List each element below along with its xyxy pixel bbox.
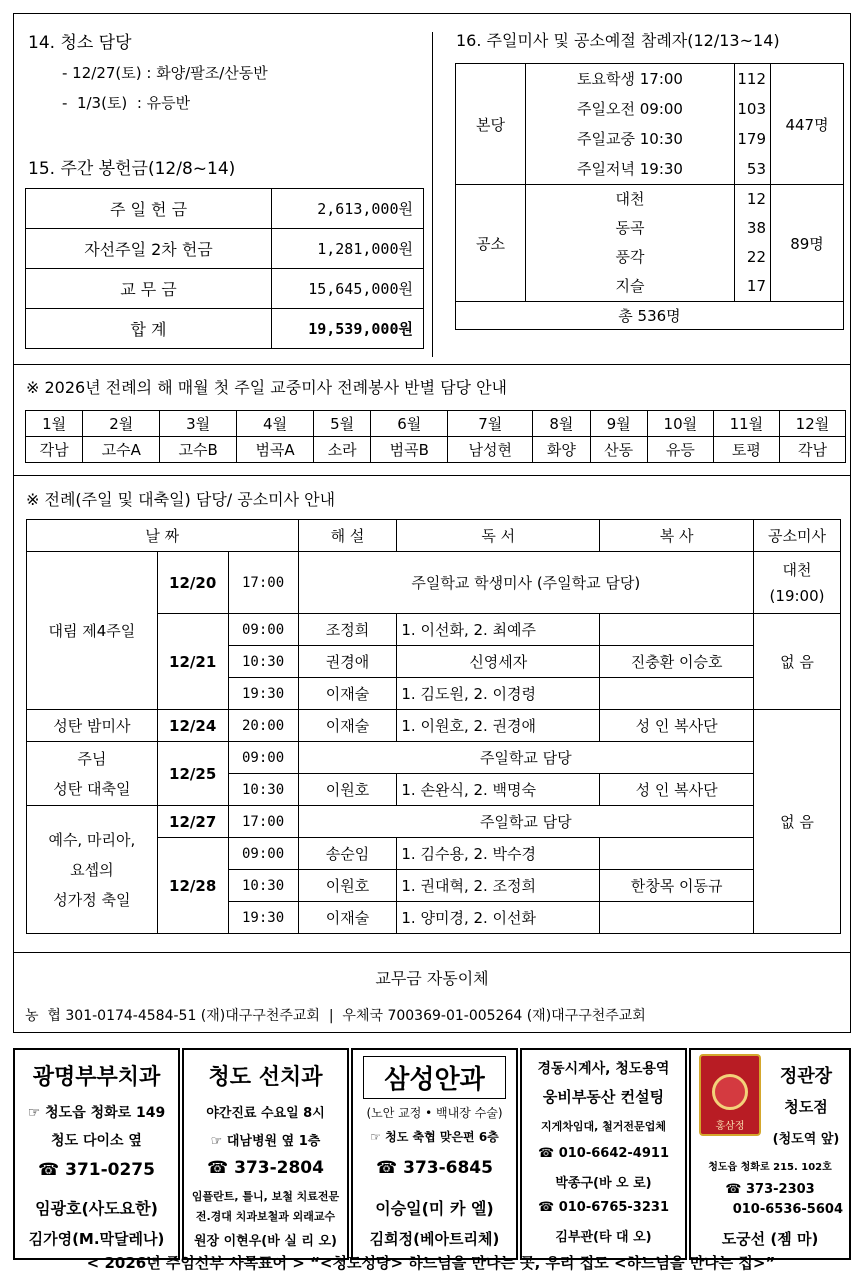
header-commentary: 해 설 (298, 520, 397, 552)
group-cell: 범곡B (371, 437, 448, 463)
date-cell: 12/20 (157, 552, 228, 614)
readers: 1. 이원호, 2. 권경애 (397, 710, 600, 742)
month-cell: 10월 (647, 411, 713, 437)
ad-title: 광명부부치과 (32, 1065, 161, 1090)
ad-services: (노안 교정 • 백내장 수술) (366, 1106, 503, 1120)
time-cell: 17:00 (228, 552, 298, 614)
table-row (27, 710, 841, 742)
span-cell: 주일학교 담당 (298, 806, 754, 838)
time-cell: 10:30 (228, 774, 298, 806)
group-cell: 고수A (83, 437, 160, 463)
commentator: 권경애 (298, 646, 397, 678)
group-cell: 산동 (590, 437, 647, 463)
ad-dental-seon (182, 1048, 349, 1260)
pastoral-motto: < 2026년 주임신부 사목표어 > “<청도성당> 하느님을 만나는 곳, 우리 집도 <하느님을 만나는 집>” (86, 1254, 776, 1272)
ad-location: 청도 다이소 옆 (51, 1133, 142, 1149)
table-row (27, 552, 841, 614)
cleaning-line: - 12/27(토) : 화양/팔조/산동반 (62, 64, 268, 82)
ad-person: 김가영(M.막달레나) (28, 1230, 165, 1248)
mission-name: 풍각 (615, 248, 645, 266)
group-cell: 화양 (533, 437, 590, 463)
altar-servers: 성 인 복사단 (600, 774, 754, 806)
date-cell: 12/27 (157, 806, 228, 838)
column-divider (432, 32, 433, 357)
time-cell: 19:30 (228, 902, 298, 934)
ad-credential: 전.경대 치과보철과 외래교수 (195, 1210, 336, 1223)
readers: 1. 손완식, 2. 백명숙 (397, 774, 600, 806)
auto-transfer-title: 교무금 자동이체 (375, 969, 489, 988)
month-cell: 6월 (371, 411, 448, 437)
offering-total-value: 19,539,000원 (272, 309, 424, 349)
altar-cell (600, 838, 754, 870)
feast-line: 성가정 축일 (53, 890, 131, 909)
ad-title: 경동시계사, 청도용역 (537, 1061, 670, 1077)
mission-total: 89명 (771, 185, 844, 302)
ad-location: ☞ 청도 축협 맞은편 6층 (370, 1130, 499, 1144)
readers: 신영세자 (397, 646, 600, 678)
altar-servers: 한창목 이동규 (600, 870, 754, 902)
ad-subtitle: 청도점 (784, 1098, 828, 1116)
mass-count: 112 (737, 70, 766, 88)
logo-seal-icon (712, 1074, 748, 1110)
header-reading: 독 서 (397, 520, 600, 552)
ad-jeonggwanjang (689, 1048, 851, 1260)
mass-names (526, 64, 735, 185)
offering-value: 2,613,000원 (272, 189, 424, 229)
time-cell: 09:00 (228, 838, 298, 870)
table-row (26, 309, 424, 349)
altar-cell (600, 614, 754, 646)
feast-name (27, 806, 158, 934)
ad-person: 도궁선 (젬 마) (721, 1230, 819, 1248)
attendance-heading: 16. 주일미사 및 공소예절 참례자(12/13~14) (456, 31, 780, 50)
table-row (27, 742, 841, 774)
commentator: 이원호 (298, 774, 397, 806)
ad-phone: ☎ 373-6845 (376, 1158, 493, 1178)
ad-title: 청도 선치과 (208, 1065, 323, 1090)
group-cell: 소라 (314, 437, 371, 463)
auto-transfer-section (13, 953, 851, 1033)
mission-label: 공소 (456, 185, 526, 302)
table-row (26, 189, 424, 229)
cleaning-heading: 14. 청소 담당 (28, 33, 132, 53)
ad-person: 이승일(미 카 엘) (375, 1199, 494, 1218)
mass-name: 주일저녁 19:30 (577, 160, 683, 178)
time-cell: 10:30 (228, 870, 298, 902)
table-header-row (27, 520, 841, 552)
header-date: 날 짜 (27, 520, 299, 552)
ad-person: 김부관(타 대 오) (555, 1230, 652, 1245)
commentator: 송순임 (298, 838, 397, 870)
feast-line: 요셉의 (70, 860, 114, 879)
offering-label: 교 무 금 (26, 269, 272, 309)
offering-heading: 15. 주간 봉헌금(12/8~14) (28, 159, 236, 179)
liturgy-section (13, 476, 851, 953)
ad-title: 삼성안과 (363, 1056, 506, 1099)
time-cell: 10:30 (228, 646, 298, 678)
ad-address: ☞ 청도읍 청화로 149 (27, 1105, 166, 1121)
ad-subtitle: 웅비부동산 컨설팅 (542, 1088, 665, 1106)
commentator: 이재술 (298, 710, 397, 742)
mission-name: 대천 (615, 190, 645, 208)
readers: 1. 양미경, 2. 이선화 (397, 902, 600, 934)
mission-cell: 없 음 (754, 710, 841, 934)
mission-count: 38 (746, 219, 766, 237)
ad-services: 지게차임대, 철거전문업체 (541, 1120, 666, 1133)
mass-name: 토요학생 17:00 (577, 70, 683, 88)
readers: 1. 이선화, 2. 최예주 (397, 614, 600, 646)
date-cell: 12/28 (157, 838, 228, 934)
ad-hours: 야간진료 수요일 8시 (206, 1106, 325, 1121)
mission-count: 17 (746, 277, 766, 295)
ad-title: 정관장 (779, 1066, 833, 1087)
ad-phone: ☎ 010-6765-3231 (537, 1200, 669, 1215)
time-cell: 19:30 (228, 678, 298, 710)
altar-cell (600, 902, 754, 934)
offering-value: 1,281,000원 (272, 229, 424, 269)
date-cell: 12/25 (157, 742, 228, 806)
group-cell: 유등 (647, 437, 713, 463)
feast-line: 예수, 마리아, (48, 830, 136, 849)
mass-counts (735, 64, 771, 185)
feast-line: 주님 (77, 749, 107, 768)
mission-name: 지슬 (615, 277, 645, 295)
time-cell: 20:00 (228, 710, 298, 742)
mass-name: 주일교중 10:30 (577, 130, 683, 148)
ad-person: 원장 이현우(바 실 리 오) (193, 1234, 337, 1249)
bank-accounts: 농 협 301-0174-4584-51 (재)대구구천주교회 | 우체국 700369-01-005264 (재)대구구천주교회 (25, 1008, 646, 1024)
month-cell: 11월 (713, 411, 779, 437)
brand-logo-icon (699, 1054, 761, 1136)
date-cell: 12/24 (157, 710, 228, 742)
time-cell: 09:00 (228, 742, 298, 774)
readers: 1. 김도원, 2. 이경령 (397, 678, 600, 710)
feast-name: 대림 제4주일 (27, 552, 158, 710)
month-cell: 12월 (779, 411, 845, 437)
commentator: 이원호 (298, 870, 397, 902)
altar-servers: 진충환 이승호 (600, 646, 754, 678)
table-row (456, 302, 844, 330)
ad-specialty: 임플란트, 틀니, 보철 치료전문 (191, 1190, 340, 1203)
table-row (456, 64, 844, 185)
mission-count: 12 (746, 190, 766, 208)
readers: 1. 김수용, 2. 박수경 (397, 838, 600, 870)
date-cell: 12/21 (157, 614, 228, 710)
main-total: 447명 (771, 64, 844, 185)
feast-line: 성탄 대축일 (53, 779, 131, 798)
offering-value: 15,645,000원 (272, 269, 424, 309)
ad-person: 임광호(사도요한) (35, 1199, 158, 1218)
month-cell: 4월 (237, 411, 314, 437)
monthly-section (13, 365, 851, 476)
offering-label: 주 일 헌 금 (26, 189, 272, 229)
mission-count: 22 (746, 248, 766, 266)
monthly-table (25, 410, 846, 463)
mission-name: 동곡 (615, 219, 645, 237)
span-cell: 주일학교 학생미사 (주일학교 담당) (298, 552, 754, 614)
time-cell: 09:00 (228, 614, 298, 646)
mission-counts (735, 185, 771, 302)
ad-eye-samsung (351, 1048, 518, 1260)
commentator: 조정희 (298, 614, 397, 646)
group-cell: 범곡A (237, 437, 314, 463)
time-cell: 17:00 (228, 806, 298, 838)
mass-count: 103 (737, 100, 766, 118)
table-row (26, 229, 424, 269)
header-mission: 공소미사 (754, 520, 841, 552)
offering-label: 자선주일 2차 헌금 (26, 229, 272, 269)
ad-location: (청도역 앞) (772, 1132, 840, 1147)
attendance-table (455, 63, 844, 330)
mass-count: 179 (737, 130, 766, 148)
offering-table (25, 188, 424, 349)
ad-phone: ☎ 010-6642-4911 (537, 1146, 669, 1161)
group-cell: 각남 (26, 437, 83, 463)
month-cell: 7월 (448, 411, 533, 437)
top-section (13, 13, 851, 365)
mass-count: 53 (746, 160, 766, 178)
liturgy-heading: ※ 전례(주일 및 대축일) 담당/ 공소미사 안내 (26, 490, 336, 509)
group-cell: 토평 (713, 437, 779, 463)
ad-address: 청도읍 청화로 215. 102호 (708, 1162, 832, 1173)
monthly-heading: ※ 2026년 전례의 해 매월 첫 주일 교중미사 전례봉사 반별 담당 안내 (26, 378, 508, 397)
grand-total: 총 536명 (456, 302, 844, 330)
ad-phone: ☎ 373-2804 (207, 1158, 324, 1178)
group-cell: 각남 (779, 437, 845, 463)
month-cell: 1월 (26, 411, 83, 437)
ad-phone: ☎ 371-0275 (38, 1160, 155, 1180)
month-cell: 3월 (160, 411, 237, 437)
ad-phone: ☎ 373-2303 (725, 1182, 815, 1197)
table-row (26, 437, 846, 463)
mission-names (526, 185, 735, 302)
feast-name: 성탄 밤미사 (27, 710, 158, 742)
group-cell: 고수B (160, 437, 237, 463)
ads-section (13, 1048, 851, 1260)
commentator: 이재술 (298, 902, 397, 934)
main-church-label: 본당 (456, 64, 526, 185)
ad-dental-gwangmyeong (13, 1048, 180, 1260)
month-cell: 8월 (533, 411, 590, 437)
table-row (26, 411, 846, 437)
table-row (456, 185, 844, 302)
group-cell: 남성현 (448, 437, 533, 463)
offering-total-label: 합 계 (26, 309, 272, 349)
month-cell: 9월 (590, 411, 647, 437)
ad-phone: 010-6536-5604 (732, 1202, 843, 1217)
logo-text: 홍삼정 (715, 1121, 745, 1132)
feast-name (27, 742, 158, 806)
cleaning-line: - 1/3(토) : 유등반 (62, 94, 191, 112)
mission-cell: 대천 (19:00) (754, 552, 841, 614)
liturgy-table (26, 519, 841, 934)
ad-person: 김희정(베아트리체) (369, 1230, 500, 1248)
table-row (26, 269, 424, 309)
readers: 1. 권대혁, 2. 조정희 (397, 870, 600, 902)
altar-cell (600, 678, 754, 710)
ad-location: ☞ 대남병원 옆 1층 (210, 1134, 321, 1149)
mission-cell: 없 음 (754, 614, 841, 710)
month-cell: 2월 (83, 411, 160, 437)
mass-name: 주일오전 09:00 (577, 100, 683, 118)
commentator: 이재술 (298, 678, 397, 710)
span-cell: 주일학교 담당 (298, 742, 754, 774)
table-row (27, 806, 841, 838)
ad-realty (520, 1048, 687, 1260)
header-altar: 복 사 (600, 520, 754, 552)
month-cell: 5월 (314, 411, 371, 437)
altar-servers: 성 인 복사단 (600, 710, 754, 742)
ad-person: 박종구(바 오 로) (555, 1176, 652, 1191)
